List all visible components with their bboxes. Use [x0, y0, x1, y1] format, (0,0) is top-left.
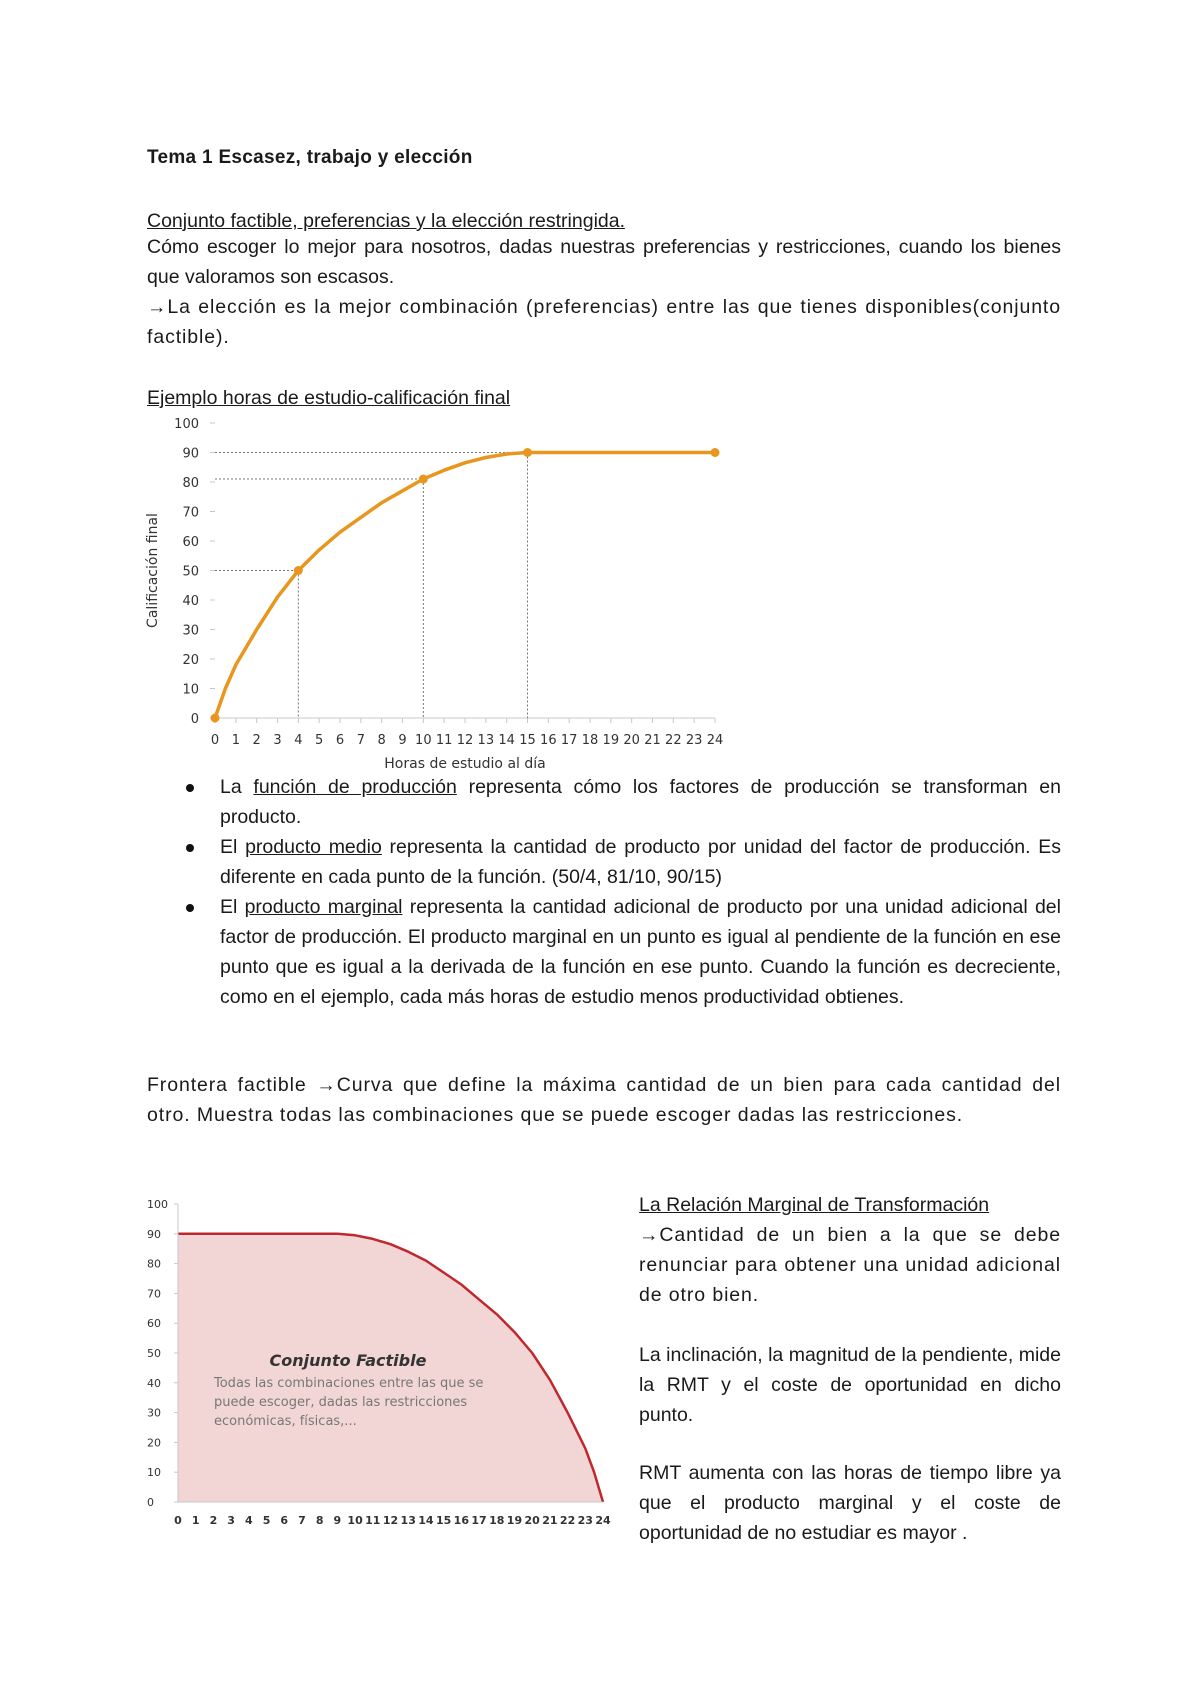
- x-tick-label: 9: [398, 733, 407, 748]
- x-tick-label: 11: [435, 733, 453, 748]
- x-tick-label: 22: [665, 733, 682, 748]
- x-tick-label: 0: [174, 1514, 182, 1527]
- y-tick-label: 80: [182, 476, 199, 491]
- y-tick-label: 40: [147, 1376, 161, 1390]
- x-tick-label: 10: [347, 1514, 363, 1527]
- data-point: [419, 475, 428, 484]
- x-tick-label: 19: [506, 1514, 523, 1527]
- x-axis-title: Horas de estudio al día: [384, 756, 546, 772]
- bullet-prefix: El: [220, 836, 246, 858]
- y-tick-label: 100: [147, 1198, 168, 1211]
- rmt-increase-paragraph: RMT aumenta con las horas de tiempo libre ya que el producto marginal y el coste de oportunidad de no estudiar es mayor .: [639, 1462, 1061, 1544]
- x-tick-label: 16: [453, 1514, 469, 1527]
- y-tick-label: 50: [182, 564, 199, 580]
- x-tick-label: 6: [335, 733, 345, 748]
- x-tick-label: 15: [519, 733, 536, 748]
- x-tick-label: 20: [623, 733, 640, 748]
- bullet-term: función de producción: [253, 776, 457, 798]
- x-tick-label: 1: [231, 733, 240, 748]
- list-item: [147, 832, 1061, 892]
- y-tick-label: 70: [182, 505, 199, 521]
- x-tick-label: 7: [298, 1514, 306, 1527]
- y-tick-label: 30: [147, 1406, 161, 1420]
- x-tick-label: 3: [227, 1514, 235, 1527]
- x-tick-label: 6: [280, 1514, 289, 1527]
- y-tick-label: 40: [182, 594, 199, 609]
- y-tick-label: 100: [174, 417, 199, 432]
- x-tick-label: 5: [262, 1514, 271, 1527]
- x-tick-label: 8: [315, 1514, 324, 1527]
- x-tick-label: 14: [418, 1514, 434, 1527]
- x-tick-label: 2: [252, 733, 261, 748]
- x-tick-label: 14: [498, 733, 515, 748]
- y-tick-label: 20: [147, 1436, 161, 1450]
- y-tick-label: 80: [147, 1257, 161, 1271]
- intro-paragraph: Cómo escoger lo mejor para nosotros, dadas nuestras preferencias y restricciones, cuando los bienes que valoramos son escasos.: [147, 236, 1061, 288]
- x-tick-label: 5: [315, 733, 324, 748]
- example-heading-text: Ejemplo horas de estudio-calificación final: [147, 387, 511, 409]
- x-tick-label: 23: [577, 1514, 593, 1527]
- feasible-set-description: puede escoger, dadas las restricciones: [214, 1395, 468, 1410]
- x-tick-label: 22: [559, 1514, 576, 1527]
- y-tick-label: 0: [147, 1496, 154, 1509]
- bullet-term: producto marginal: [244, 896, 403, 918]
- x-tick-label: 13: [477, 733, 495, 748]
- y-tick-label: 60: [147, 1317, 161, 1331]
- production-function-chart: [140, 410, 730, 780]
- x-tick-label: 4: [245, 1514, 253, 1527]
- x-tick-label: 10: [415, 733, 432, 748]
- x-tick-label: 18: [489, 1514, 505, 1527]
- section-heading-text: Conjunto factible, preferencias y la elección restringida.: [147, 210, 626, 232]
- x-tick-label: 13: [400, 1514, 416, 1527]
- x-tick-label: 8: [377, 733, 386, 748]
- x-tick-label: 21: [542, 1514, 558, 1527]
- feasible-frontier-chart: [140, 1188, 620, 1548]
- x-tick-label: 20: [524, 1514, 540, 1527]
- x-tick-label: 12: [382, 1514, 399, 1527]
- y-tick-label: 70: [147, 1287, 161, 1301]
- feasible-set-description: Todas las combinaciones entre las que se: [214, 1376, 484, 1391]
- rmt-heading-text: La Relación Marginal de Transformación: [639, 1194, 990, 1216]
- choice-definition: →La elección es la mejor combinación (preferencias) entre las que tienes disponibles(conjunto factible).: [147, 296, 1061, 348]
- rmt-definition: →Cantidad de un bien a la que se debe renunciar para obtener una unidad adicional de otro bien.: [639, 1224, 1061, 1306]
- x-tick-label: 17: [560, 733, 578, 748]
- x-tick-label: 1: [191, 1514, 200, 1527]
- x-tick-label: 7: [356, 733, 365, 748]
- y-tick-label: 10: [182, 682, 199, 698]
- bullet-text: representa cómo los factores de producción se transforman en producto.: [220, 776, 1061, 828]
- x-tick-label: 11: [365, 1514, 381, 1527]
- bullet-prefix: La: [220, 776, 254, 798]
- x-tick-label: 15: [435, 1514, 452, 1527]
- y-tick-label: 90: [182, 446, 199, 462]
- x-tick-label: 9: [333, 1514, 342, 1527]
- data-point: [211, 714, 220, 723]
- y-tick-label: 0: [190, 712, 199, 727]
- x-tick-label: 23: [685, 733, 703, 748]
- y-tick-label: 30: [182, 623, 199, 639]
- feasible-set-title: Conjunto Factible: [269, 1351, 427, 1370]
- page-title: Tema 1 Escasez, trabajo y elección: [147, 147, 473, 168]
- y-tick-label: 90: [147, 1227, 161, 1241]
- data-point: [711, 448, 720, 457]
- y-tick-label: 50: [147, 1347, 161, 1360]
- bullet-prefix: El: [220, 896, 245, 918]
- y-tick-label: 20: [182, 653, 199, 668]
- list-item: [147, 892, 1061, 1012]
- rmt-heading: [639, 1190, 1061, 1220]
- production-curve: [215, 453, 715, 719]
- bullet-list: [147, 772, 1061, 1012]
- x-tick-label: 4: [294, 733, 303, 748]
- bullet-term: producto medio: [245, 836, 382, 858]
- frontier-paragraph: Frontera factible →Curva que define la máxima cantidad de un bien para cada cantidad del otro. Muestra todas las combinaciones que se puede escoger dadas las restricciones.: [147, 1074, 1061, 1126]
- bullet-text: representa la cantidad de producto por unidad del factor de producción. Es diferente en cada punto de la función. (50/4, 81/10, 90/15): [220, 836, 1062, 888]
- x-tick-label: 21: [644, 733, 661, 748]
- y-tick-label: 10: [147, 1466, 161, 1480]
- y-tick-label: 60: [182, 535, 199, 550]
- example-heading: [147, 383, 1061, 413]
- y-axis-title: Calificación final: [145, 513, 161, 628]
- x-tick-label: 18: [581, 733, 599, 748]
- x-tick-label: 24: [706, 733, 724, 748]
- rmt-slope-paragraph: La inclinación, la magnitud de la pendiente, mide la RMT y el coste de oportunidad en dicho punto.: [639, 1344, 1061, 1426]
- feasible-set-description: económicas, físicas,...: [214, 1414, 357, 1429]
- x-tick-label: 17: [471, 1514, 487, 1527]
- x-tick-label: 24: [595, 1514, 611, 1527]
- list-item: [147, 772, 1061, 832]
- x-tick-label: 2: [209, 1514, 218, 1527]
- x-tick-label: 3: [273, 733, 282, 748]
- bullet-text: representa la cantidad adicional de producto por una unidad adicional del factor de producción. El producto marginal en un punto es igual al pendiente de la función en ese punto que es igual a la derivada de la función en ese punto. Cuando la función es decreciente, como en el ejemplo, cada más horas de estudio menos productividad obtienes.: [220, 896, 1061, 1008]
- x-tick-label: 19: [602, 733, 620, 748]
- x-tick-label: 0: [210, 733, 220, 748]
- data-point: [523, 448, 532, 457]
- x-tick-label: 12: [456, 733, 474, 748]
- data-point: [294, 566, 303, 575]
- x-tick-label: 16: [540, 733, 557, 748]
